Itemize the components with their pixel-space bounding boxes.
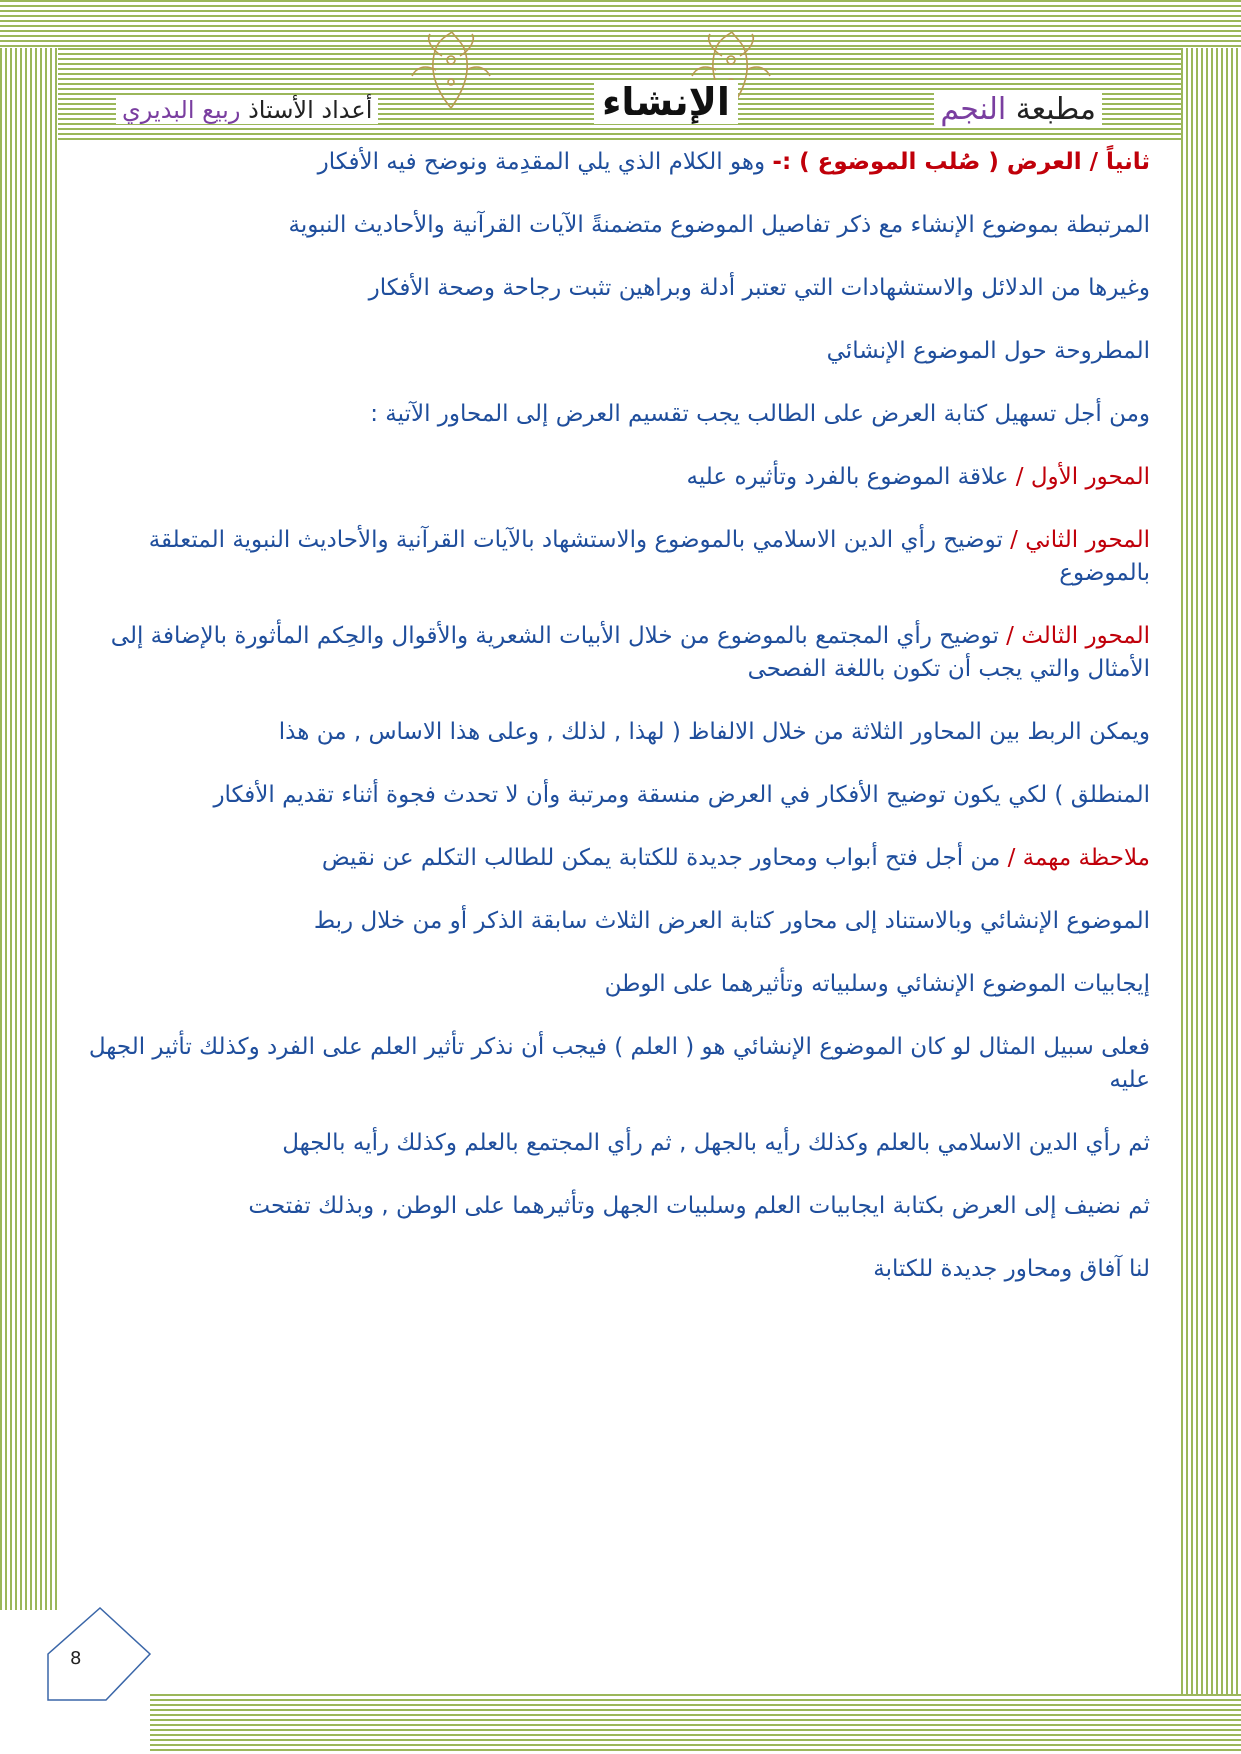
paragraph-text: وهو الكلام الذي يلي المقدِمة ونوضح فيه الأفكار [317,149,773,175]
axis-text: علاقة الموضوع بالفرد وتأثيره عليه [686,464,1009,490]
axis-item-1 [78,461,1150,494]
page-title: الإنشاء [594,80,738,124]
paragraph: إيجابيات الموضوع الإنشائي وسلبياته وتأثيرهما على الوطن [604,971,1150,997]
floral-ornament-icon [406,30,496,110]
header-author [116,96,378,124]
section-heading: ثانياً / العرض ( صُلب الموضوع ) :- [772,149,1150,175]
paragraph-presentation-intro [78,146,1150,179]
note-label: ملاحظة مهمة / [1000,845,1150,871]
paragraph: الموضوع الإنشائي وبالاستناد إلى محاور كتابة العرض الثلاث سابقة الذكر أو من خلال ربط [313,908,1150,934]
axis-label: المحور الثالث / [998,623,1150,649]
page-border-bottom [150,1694,1241,1754]
paragraph: ثم رأي الدين الاسلامي بالعلم وكذلك رأيه بالجهل , ثم رأي المجتمع بالعلم وكذلك رأيه بالجهل [282,1130,1150,1156]
publisher-prefix: مطبعة [1006,92,1096,127]
page-header [56,30,1182,140]
page-border-right [1181,48,1241,1698]
important-note [78,842,1150,875]
page-border-left [0,48,58,1610]
document-body [78,140,1150,1286]
paragraph: ومن أجل تسهيل كتابة العرض على الطالب يجب تقسيم العرض إلى المحاور الآتية : [370,401,1150,427]
publisher-name: النجم [940,92,1007,127]
paragraph: لنا آفاق ومحاور جديدة للكتابة [873,1256,1150,1282]
axis-item-2 [78,524,1150,590]
pentagon-badge-icon [44,1604,154,1704]
axis-label: المحور الثاني / [1002,527,1150,553]
paragraph: ثم نضيف إلى العرض بكتابة ايجابيات العلم وسلبيات الجهل وتأثيرهما على الوطن , وبذلك تفتحت [248,1193,1150,1219]
axis-label: المحور الأول / [1008,464,1150,490]
paragraph: المطروحة حول الموضوع الإنشائي [826,338,1150,364]
paragraph: وغيرها من الدلائل والاستشهادات التي تعتبر أدلة وبراهين تثبت رجاحة وصحة الأفكار [368,275,1150,301]
author-prefix: أعداد الأستاذ [240,96,373,124]
axis-text: توضيح رأي الدين الاسلامي بالموضوع والاستشهاد بالآيات القرآنية والأحاديث النبوية المتعلقة بالموضوع [148,527,1150,586]
note-text: من أجل فتح أبواب ومحاور جديدة للكتابة يمكن للطالب التكلم عن نقيض [321,845,1001,871]
paragraph: ويمكن الربط بين المحاور الثلاثة من خلال الالفاظ ( لهذا , لذلك , وعلى هذا الاساس , من هذا [278,719,1150,745]
axis-text: توضيح رأي المجتمع بالموضوع من خلال الأبيات الشعرية والأقوال والحِكم المأثورة بالإضافة إلى الأمثال والتي يجب أن تكون باللغة الفصحى [110,623,1150,682]
header-publisher [934,92,1102,127]
paragraph: المنطلق ) لكي يكون توضيح الأفكار في العرض منسقة ومرتبة وأن لا تحدث فجوة أثناء تقديم الأفكار [213,782,1150,808]
axis-item-3 [78,620,1150,686]
paragraph: فعلى سبيل المثال لو كان الموضوع الإنشائي هو ( العلم ) فيجب أن نذكر تأثير العلم على الفرد وكذلك تأثير الجهل عليه [88,1034,1150,1093]
author-name: ربيع البديري [122,96,241,124]
page-number: 8 [70,1648,82,1669]
paragraph: المرتبطة بموضوع الإنشاء مع ذكر تفاصيل الموضوع متضمنةً الآيات القرآنية والأحاديث النبوية [288,212,1150,238]
